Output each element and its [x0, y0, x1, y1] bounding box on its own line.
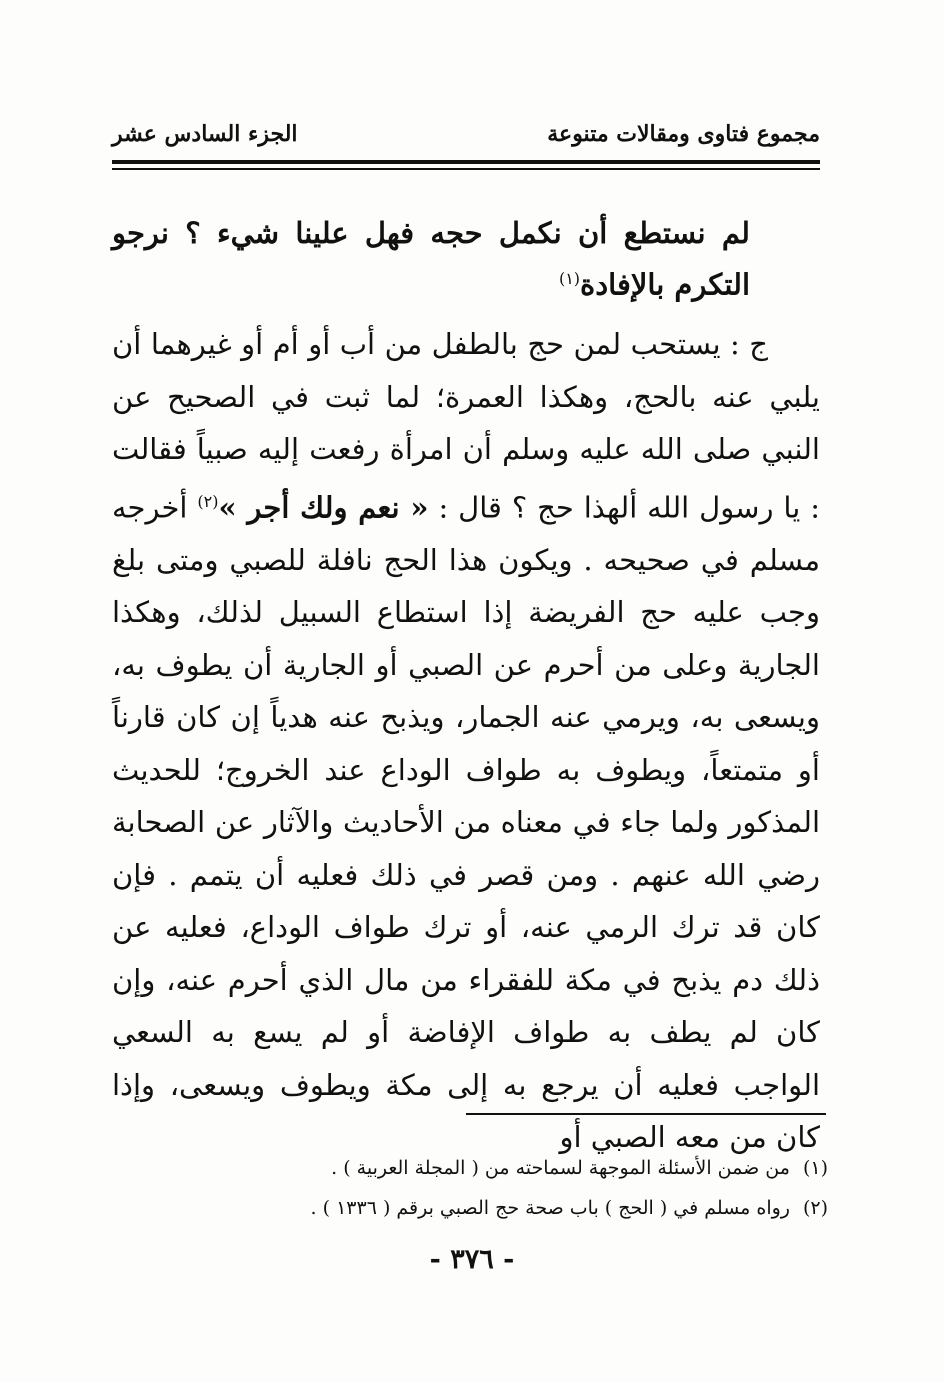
question-text: [112, 210, 750, 308]
answer-part2: أخرجه مسلم في صحيحه . ويكون هذا الحج نافلة للصبي ومتى بلغ وجب عليه حج الفريضة إذا استطاع السبيل لذلك، وهكذا الجارية وعلى من أحرم عن الصبي أو الجارية أن يطوف به، ويسعى به، ويرمي عنه الجمار، ويذبح عنه هدياً إن كان قارناً أو متمتعاً، ويطوف به طواف الوداع عند الخروج؛ للحديث المذكور ولما جاء في معناه من الأحاديث والآثار عن الصحابة رضي الله عنهم . ومن قصر في ذلك فعليه أن يتمم . فإن كان قد ترك الرمي عنه، أو ترك طواف الوداع، فعليه عن ذلك دم يذبح في مكة للفقراء من مال الذي أحرم عنه، وإن كان لم يطف به طواف الإفاضة أو لم يسع به السعي الواجب فعليه أن يرجع به إلى مكة ويطوف ويسعى، وإذا كان من معه الصبي أو: [112, 490, 820, 1155]
footnote-2: [112, 1188, 828, 1228]
answer-paragraph: [112, 318, 820, 1164]
answer-prefix: ج :: [730, 327, 769, 361]
footnote-2-number: (٢): [802, 1197, 828, 1219]
footnote-separator: [466, 1113, 826, 1115]
answer-part1: يستحب لمن حج بالطفل من أب أو أم أو غيرهما أن يلبي عنه بالحج، وهكذا العمرة؛ لما ثبت في الصحيح عن النبي صلى الله عليه وسلم أن امرأة رفعت إليه صبياً فقالت : يا رسول الله ألهذا حج ؟ قال :: [112, 327, 820, 525]
volume-label: الجزء السادس عشر: [112, 121, 298, 147]
header-rule-thick: [112, 160, 820, 164]
footnote-1: [112, 1148, 828, 1188]
footnote-1-text: من ضمن الأسئلة الموجهة لسماحته من ( المجلة العربية ) .: [331, 1157, 790, 1179]
page-number: - ٣٧٦ -: [429, 1244, 515, 1275]
hadith-footnote-ref: (٢): [197, 491, 219, 511]
footnote-2-text: رواه مسلم في ( الحج ) باب صحة حج الصبي برقم ( ١٣٣٦ ) .: [310, 1197, 790, 1219]
footnote-1-number: (١): [802, 1157, 828, 1179]
running-header: [112, 114, 820, 154]
book-title: مجموع فتاوى ومقالات متنوعة: [547, 121, 820, 147]
header-rule-thin: [112, 168, 820, 170]
question-footnote-ref: (١): [558, 269, 581, 288]
hadith-quote: « نعم ولك أجر »: [218, 490, 429, 525]
question-body: لم نستطع أن نكمل حجه فهل علينا شيء ؟ نرجو التكرم بالإفادة: [112, 216, 750, 302]
footnotes: [112, 1148, 828, 1228]
